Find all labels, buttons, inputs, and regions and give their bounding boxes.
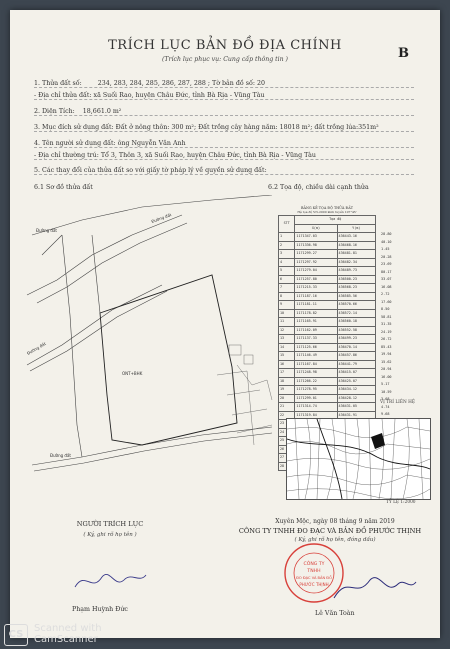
inset-scale: TỶ LỆ 1:2000	[386, 500, 416, 505]
location-inset-map	[286, 418, 431, 500]
table-cell: 436468.16	[337, 241, 375, 250]
table-cell: 436431.91	[337, 411, 375, 420]
table-cell: 13	[279, 335, 295, 344]
table-cell: 436449.68	[337, 445, 375, 454]
edge-length: 80.17	[381, 269, 392, 274]
edge-length: 17.60	[381, 299, 392, 304]
edge-length: 26.72	[381, 337, 392, 341]
table-cell: 1171187.16	[295, 292, 337, 301]
table-row	[279, 335, 376, 344]
land-use-purpose-line: 3. Mục đích sử dụng đất: Đất ở nông thôn: 300 m²; Đất trồng cây hàng năm: 18018 m²; đất trồng lúa:351m²	[34, 124, 414, 132]
svg-text:CÔNG TY: CÔNG TY	[303, 562, 325, 567]
edge-length: 31.35	[381, 322, 392, 326]
map-boundary-line	[62, 235, 82, 457]
inset-title: VỊ TRÍ LIÊN HỆ	[380, 400, 416, 405]
table-row	[279, 377, 376, 386]
owner-address-line: - Địa chỉ thường trú: Tổ 3, Thôn 3, xã Suối Rao, huyện Châu Đức, tỉnh Bà Rịa - Vũng Tàu	[34, 152, 414, 160]
table-row	[279, 233, 376, 242]
edge-length: 9.68	[381, 412, 390, 416]
table-row	[279, 403, 376, 412]
edge-length: 3.68	[381, 397, 390, 401]
table-cell: 23	[279, 420, 295, 429]
edge-length: 19.94	[381, 352, 392, 356]
col-header-coords: Tọa độ	[295, 216, 376, 225]
table-cell: 436438.17	[337, 428, 375, 437]
table-row	[279, 343, 376, 352]
table-cell: 436572.14	[337, 309, 375, 318]
table-cell: 1171215.33	[295, 284, 337, 293]
table-cell: 1171319.84	[295, 411, 337, 420]
table-cell: 436552.58	[337, 326, 375, 335]
table-cell: 28	[279, 462, 295, 471]
table-cell: 20	[279, 394, 295, 403]
edge-length: 1.45	[381, 247, 390, 251]
table-cell: 436435.87	[337, 420, 375, 429]
svg-text:ĐO ĐẠC VÀ BẢN ĐỒ: ĐO ĐẠC VÀ BẢN ĐỒ	[296, 576, 332, 580]
table-cell: 436457.86	[337, 352, 375, 361]
table-cell: 17	[279, 369, 295, 378]
house-outline	[229, 345, 241, 355]
area-value: 18,661.0 m²	[82, 108, 122, 115]
table-cell: 26	[279, 445, 295, 454]
table-cell: 436440.19	[337, 437, 375, 446]
document-title: TRÍCH LỤC BẢN ĐỒ ĐỊA CHÍNH	[108, 38, 342, 53]
table-cell: 436449.12	[337, 454, 375, 463]
table-cell: 8	[279, 292, 295, 301]
table-cell: 2	[279, 241, 295, 250]
extractor-title: NGƯỜI TRÍCH LỤC	[76, 520, 144, 528]
svg-text:TNHH: TNHH	[307, 569, 321, 574]
edge-length: 23.69	[381, 262, 392, 266]
table-row	[279, 292, 376, 301]
table-cell: 12	[279, 326, 295, 335]
edge-length: 20.28	[381, 254, 392, 259]
table-cell: 1171279.04	[295, 267, 337, 276]
table-cell: 16	[279, 360, 295, 369]
corner-badge: B	[398, 46, 409, 61]
table-row	[279, 386, 376, 395]
table-cell: 1171278.95	[295, 386, 337, 395]
table-cell: 436425.07	[337, 377, 375, 386]
map-section-title: 6.1 Sơ đồ thửa đất	[34, 184, 93, 191]
edge-length: 4.74	[381, 404, 390, 409]
map-boundary-line	[92, 235, 100, 313]
edge-length: 20.94	[381, 367, 392, 371]
table-cell: 19	[279, 386, 295, 395]
map-road-line	[34, 433, 272, 471]
coordinate-section-title: 6.2 Tọa độ, chiều dài cạnh thửa	[268, 184, 369, 191]
table-cell: 1171336.82	[295, 437, 337, 446]
map-road-line	[30, 291, 167, 371]
camscanner-logo-icon: CS	[4, 624, 28, 646]
owner-line: 4. Tên người sử dụng đất: ông Nguyễn Văn Anh	[34, 140, 414, 148]
table-row	[279, 284, 376, 293]
table-cell: 1171345.90	[295, 462, 337, 471]
table-cell: 1171167.84	[295, 360, 337, 369]
table-cell: 21	[279, 403, 295, 412]
table-cell: 1171146.49	[295, 352, 337, 361]
table-cell: 25	[279, 437, 295, 446]
changes-line: 5. Các thay đổi của thửa đất so với giấy tờ pháp lý về quyền sử dụng đất:	[34, 167, 414, 175]
table-cell: 1171165.91	[295, 318, 337, 327]
map-boundary-line	[32, 195, 272, 235]
area-line	[34, 108, 414, 116]
col-header-x: X(m)	[295, 224, 337, 233]
table-cell: 1171181.11	[295, 301, 337, 310]
edge-length: 85.43	[381, 344, 392, 349]
parcel-outline	[100, 275, 237, 445]
extractor-name: Phạm Huỳnh Đức	[72, 606, 128, 613]
edge-length: 16.08	[381, 284, 392, 289]
edge-length: 5.17	[381, 382, 390, 386]
svg-text:PHƯỚC THỊNH: PHƯỚC THỊNH	[299, 582, 329, 587]
edge-length: 58.81	[381, 314, 392, 319]
edge-length: 40.10	[381, 239, 392, 244]
parcel-number-label: 1. Thửa đất số:	[34, 80, 82, 87]
parcel-map	[22, 195, 277, 490]
table-row	[279, 309, 376, 318]
director-signature	[330, 570, 420, 606]
table-cell: 436560.18	[337, 318, 375, 327]
table-row	[279, 369, 376, 378]
table-cell: 436499.23	[337, 335, 375, 344]
table-cell: 436585.56	[337, 292, 375, 301]
table-cell: 1171329.66	[295, 420, 337, 429]
table-cell: 436500.23	[337, 275, 375, 284]
edge-length: 8.50	[381, 307, 390, 311]
extractor-note: ( Ký, ghi rõ họ tên )	[83, 532, 137, 538]
table-cell: 1171332.53	[295, 428, 337, 437]
edge-length: 28.80	[381, 232, 392, 236]
table-cell: 11	[279, 318, 295, 327]
table-row	[279, 360, 376, 369]
table-cell: 436428.12	[337, 394, 375, 403]
table-cell: 22	[279, 411, 295, 420]
edge-length: 10.59	[381, 389, 392, 394]
table-row	[279, 258, 376, 267]
table-row	[279, 394, 376, 403]
edge-length: 2.72	[381, 292, 390, 296]
area-label: 2. Diện Tích:	[34, 108, 75, 115]
table-cell: 436482.34	[337, 258, 375, 267]
map-boundary-line	[42, 235, 62, 255]
road-label: Đường đất	[36, 228, 57, 233]
table-cell: 9	[279, 301, 295, 310]
table-cell: 1171347.03	[295, 233, 337, 242]
table-cell: 15	[279, 352, 295, 361]
table-cell: 436568.23	[337, 284, 375, 293]
table-cell: 7	[279, 284, 295, 293]
table-cell: 10	[279, 309, 295, 318]
parcel-address-line: - Địa chỉ thửa đất: xã Suối Rao, huyện Châu Đức, tỉnh Bà Rịa - Vũng Tàu	[34, 92, 414, 100]
edge-length: 33.07	[381, 277, 392, 281]
table-cell: 436441.79	[337, 360, 375, 369]
table-row	[279, 326, 376, 335]
table-cell: 1171336.98	[295, 241, 337, 250]
table-cell: 3	[279, 250, 295, 259]
table-cell: 1171137.33	[295, 335, 337, 344]
parcel-subdivision	[237, 365, 272, 400]
table-cell: 1171314.74	[295, 403, 337, 412]
parcel-number-line	[34, 80, 414, 88]
edge-length: 16.00	[381, 374, 392, 379]
document-subtitle: (Trích lục phục vụ: Cung cấp thông tin )	[162, 56, 288, 63]
edge-length: 7.54	[381, 427, 390, 431]
table-cell: 24	[279, 428, 295, 437]
house-outline	[244, 355, 253, 364]
table-cell: 1171297.92	[295, 258, 337, 267]
table-cell: 436431.05	[337, 403, 375, 412]
table-cell: 4	[279, 258, 295, 267]
parcel-label: ONT+BHK	[122, 371, 143, 376]
coordinate-table-title: BẢNG KÊ TỌA ĐỘ THỬA ĐẤT	[301, 206, 353, 210]
table-cell: 1171162.09	[295, 326, 337, 335]
table-cell: 1	[279, 233, 295, 242]
table-cell: 1171338.72	[295, 445, 337, 454]
table-cell: 436443.16	[337, 233, 375, 242]
road-label: Đường đất	[26, 341, 47, 356]
table-row	[279, 250, 376, 259]
coordinate-table-subtitle: Hệ tọa độ VN-2000 kinh tuyến 107°45'	[297, 210, 357, 214]
scanner-line2: CamScanner	[34, 634, 98, 645]
table-cell: 436570.66	[337, 301, 375, 310]
table-cell: 436470.14	[337, 343, 375, 352]
map-road-line	[27, 215, 182, 295]
table-row	[279, 352, 376, 361]
table-cell: 436481.81	[337, 250, 375, 259]
scanner-line1: Scanned with	[34, 623, 102, 634]
table-cell: 436443.16	[337, 462, 375, 471]
map-sheet-number: ; Tờ bản đồ số: 20	[207, 80, 265, 87]
edge-length: 24.19	[381, 329, 392, 334]
col-header-stt: STT	[279, 216, 295, 233]
table-row	[279, 318, 376, 327]
table-cell: 436434.12	[337, 386, 375, 395]
road-label: Đường đất	[150, 212, 173, 224]
table-cell: 1171299.27	[295, 250, 337, 259]
table-cell: 436489.73	[337, 267, 375, 276]
organization-name: CÔNG TY TNHH ĐO ĐẠC VÀ BẢN ĐỒ PHƯỚC THỊNH	[238, 527, 422, 535]
table-row	[279, 301, 376, 310]
table-cell: 5	[279, 267, 295, 276]
table-row	[279, 267, 376, 276]
table-cell: 1171125.66	[295, 343, 337, 352]
map-road-line	[32, 427, 272, 465]
parcel-number-value: 234, 283, 284, 285, 286, 287, 288	[97, 80, 206, 87]
col-header-y: Y(m)	[337, 224, 375, 233]
edge-length: 2.62	[381, 419, 390, 424]
document-page	[10, 10, 440, 638]
director-name: Lê Văn Toàn	[315, 610, 355, 617]
table-cell: 14	[279, 343, 295, 352]
table-cell: 6	[279, 275, 295, 284]
table-cell: 27	[279, 454, 295, 463]
scanner-watermark	[4, 621, 204, 647]
issue-date: Xuyên Mộc, ngày 08 tháng 9 năm 2019	[275, 518, 395, 525]
table-cell: 18	[279, 377, 295, 386]
table-cell: 1171299.01	[295, 394, 337, 403]
organization-note: ( Ký, ghi rõ họ tên, đóng dấu)	[294, 537, 376, 543]
table-row	[279, 275, 376, 284]
extractor-signature	[70, 565, 150, 595]
table-cell: 1171248.98	[295, 369, 337, 378]
road-label: Đường đất	[50, 453, 71, 458]
edge-length: 15.62	[381, 359, 392, 364]
map-road-line	[27, 285, 162, 365]
table-cell: 1171341.28	[295, 454, 337, 463]
table-row	[279, 241, 376, 250]
table-cell: 1171257.80	[295, 275, 337, 284]
table-cell: 1171178.82	[295, 309, 337, 318]
table-cell: 436415.07	[337, 369, 375, 378]
table-cell: 1171266.22	[295, 377, 337, 386]
